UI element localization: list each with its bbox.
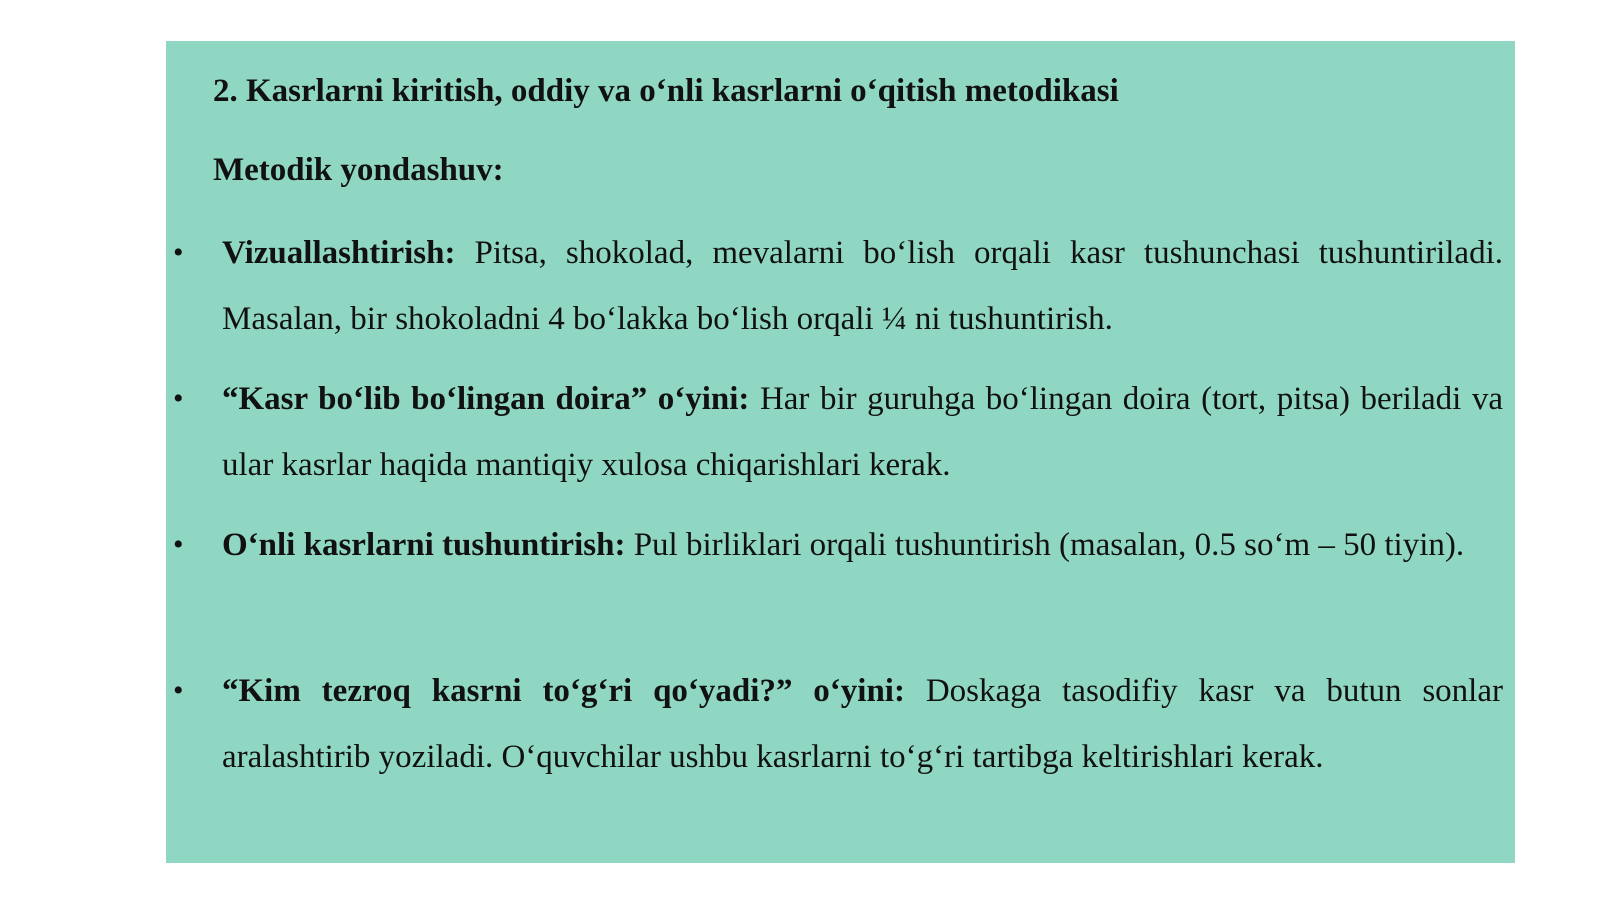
- bullet-dot-icon: •: [173, 382, 184, 415]
- bullet-item-text: Har bir guruhga bo‘lingan doira (tort, pitsa) beriladi va ular kasrlar haqida mantiqiy xulosa chiqarishlari kerak.: [222, 381, 1503, 483]
- slide-subtitle: Metodik yondashuv:: [213, 152, 504, 188]
- bullet-item-decimals: [173, 512, 1503, 578]
- bullet-dot-icon: •: [173, 528, 184, 561]
- bullet-item-text: Pul birliklari orqali tushuntirish (masalan, 0.5 so‘m – 50 tiyin).: [625, 527, 1465, 563]
- bullet-item-ordering-game: [173, 658, 1503, 790]
- bullet-item-term: “Kasr bo‘lib bo‘lingan doira” o‘yini:: [222, 381, 750, 417]
- bullet-item-term: Vizuallashtirish:: [222, 235, 456, 271]
- bullet-item-term: O‘nli kasrlarni tushuntirish:: [222, 527, 626, 563]
- bullet-item-text: Doskaga tasodifiy kasr va butun sonlar aralashtirib yoziladi. O‘quvchilar ushbu kasrlarni to‘g‘ri tartibga keltirishlari kerak.: [222, 673, 1503, 775]
- slide-title: 2. Kasrlarni kiritish, oddiy va o‘nli kasrlarni o‘qitish metodikasi: [213, 73, 1119, 109]
- bullet-item-visualization: [173, 220, 1503, 352]
- bullet-item-term: “Kim tezroq kasrni to‘g‘ri qo‘yadi?” o‘yini:: [222, 673, 905, 709]
- bullet-dot-icon: •: [173, 236, 184, 269]
- bullet-item-text: Pitsa, shokolad, mevalarni bo‘lish orqali kasr tushunchasi tushuntiriladi. Masalan, bir shokoladni 4 bo‘lakka bo‘lish orqali ¼ ni tushuntirish.: [222, 235, 1503, 337]
- bullet-dot-icon: •: [173, 674, 184, 707]
- bullet-item-circle-game: [173, 366, 1503, 498]
